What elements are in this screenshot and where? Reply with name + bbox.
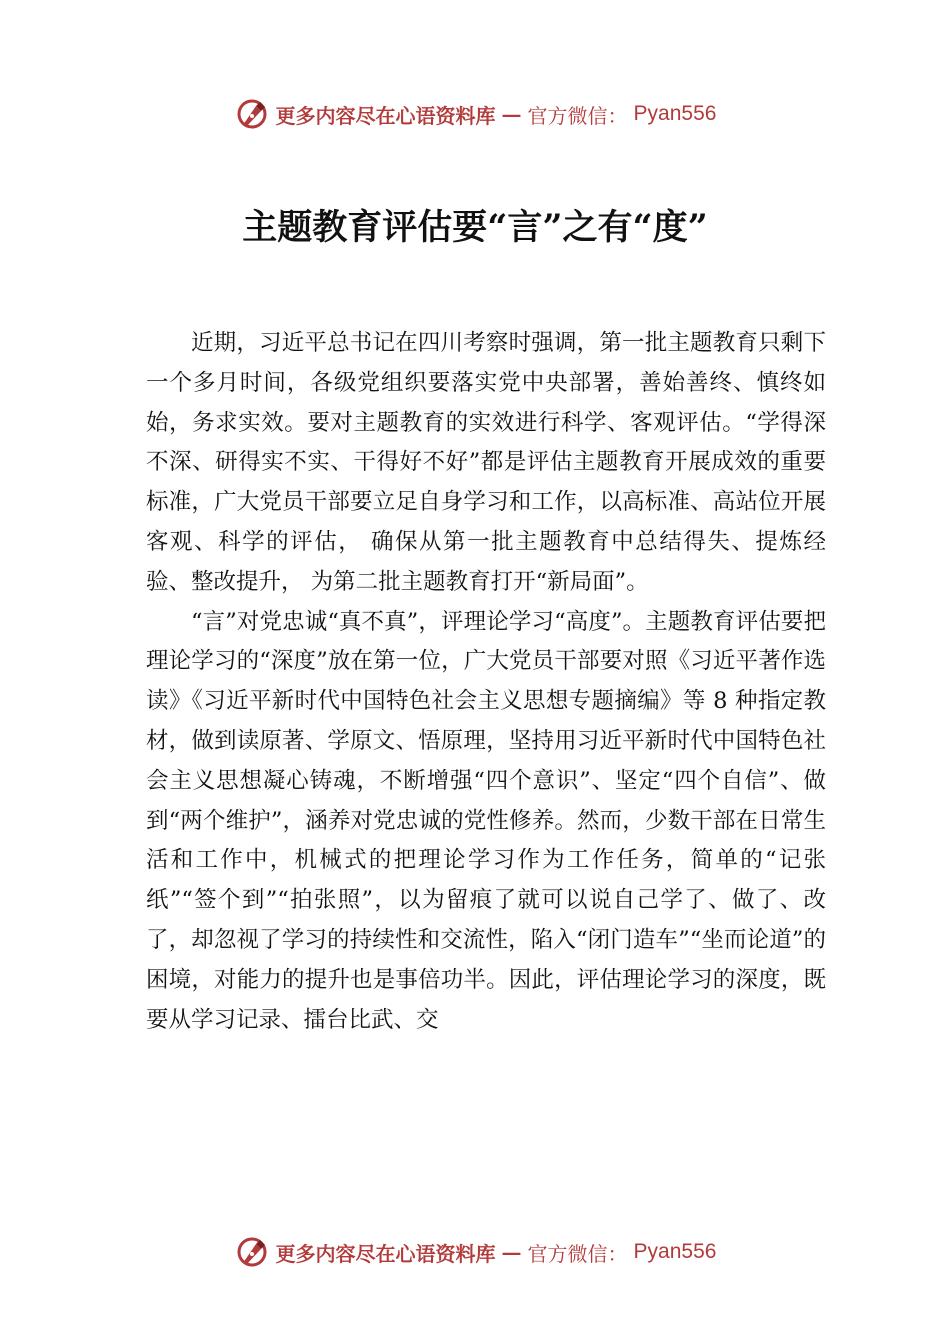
paragraph-2: “言”对党忠诚“真不真”，评理论学习“高度”。主题教育评估要把理论学习的“深度”放在第一位，广大党员干部要对照《习近平著作选读》《习近平新时代中国特色社会主义思想专题摘编》等 8 种指定教材，做到读原著、学原文、悟原理，坚持用习近平新时代中国特色社会主义思想凝心铸魂，不断增强“四个意识”、坚定“四个自信”、做到“两个维护”，涵养对党忠诚的党性修养。然而，少数干部在日常生活和工作中，机械式的把理论学习作为工作任务，简单的“记张纸”“签个到”“拍张照”，以为留痕了就可以说自己学了、做了、改了，却忽视了学习的持续性和交流性，陷入“闭门造车”“坐而论道”的困境，对能力的提升也是事倍功半。因此，评估理论学习的深度，既要从学习记录、擂台比武、交 <box>146 608 826 1033</box>
pen-nib-logo-icon <box>234 1234 270 1270</box>
document-body <box>146 324 826 1040</box>
banner-wechat-label: 官方微信： <box>527 1241 628 1266</box>
banner-separator: — <box>501 102 522 126</box>
banner-wechat-id: Pyan556 <box>633 1240 717 1263</box>
banner-slogan: 更多内容尽在心语资料库 <box>275 103 496 128</box>
banner-wechat-id: Pyan556 <box>633 102 717 125</box>
footer-banner <box>0 1230 950 1274</box>
pen-nib-logo-icon <box>234 96 270 132</box>
banner-wechat-label: 官方微信： <box>527 103 628 128</box>
banner-separator: — <box>501 1240 522 1264</box>
document-title: 主题教育评估要“言”之有“度” <box>242 207 708 248</box>
banner-slogan: 更多内容尽在心语资料库 <box>275 1241 496 1266</box>
paragraph-1: 近期，习近平总书记在四川考察时强调，第一批主题教育只剩下一个多月时间，各级党组织要落实党中央部署，善始善终、慎终如始，务求实效。要对主题教育的实效进行科学、客观评估。“学得深不深、研得实不实、干得好不好”都是评估主题教育开展成效的重要标准，广大党员干部要立足自身学习和工作，以高标准、高站位开展客观、科学的评估， 确保从第一批主题教育中总结得失、提炼经验、整改提升， 为第二批主题教育打开“新局面”。 <box>146 330 826 595</box>
header-banner <box>0 92 950 136</box>
